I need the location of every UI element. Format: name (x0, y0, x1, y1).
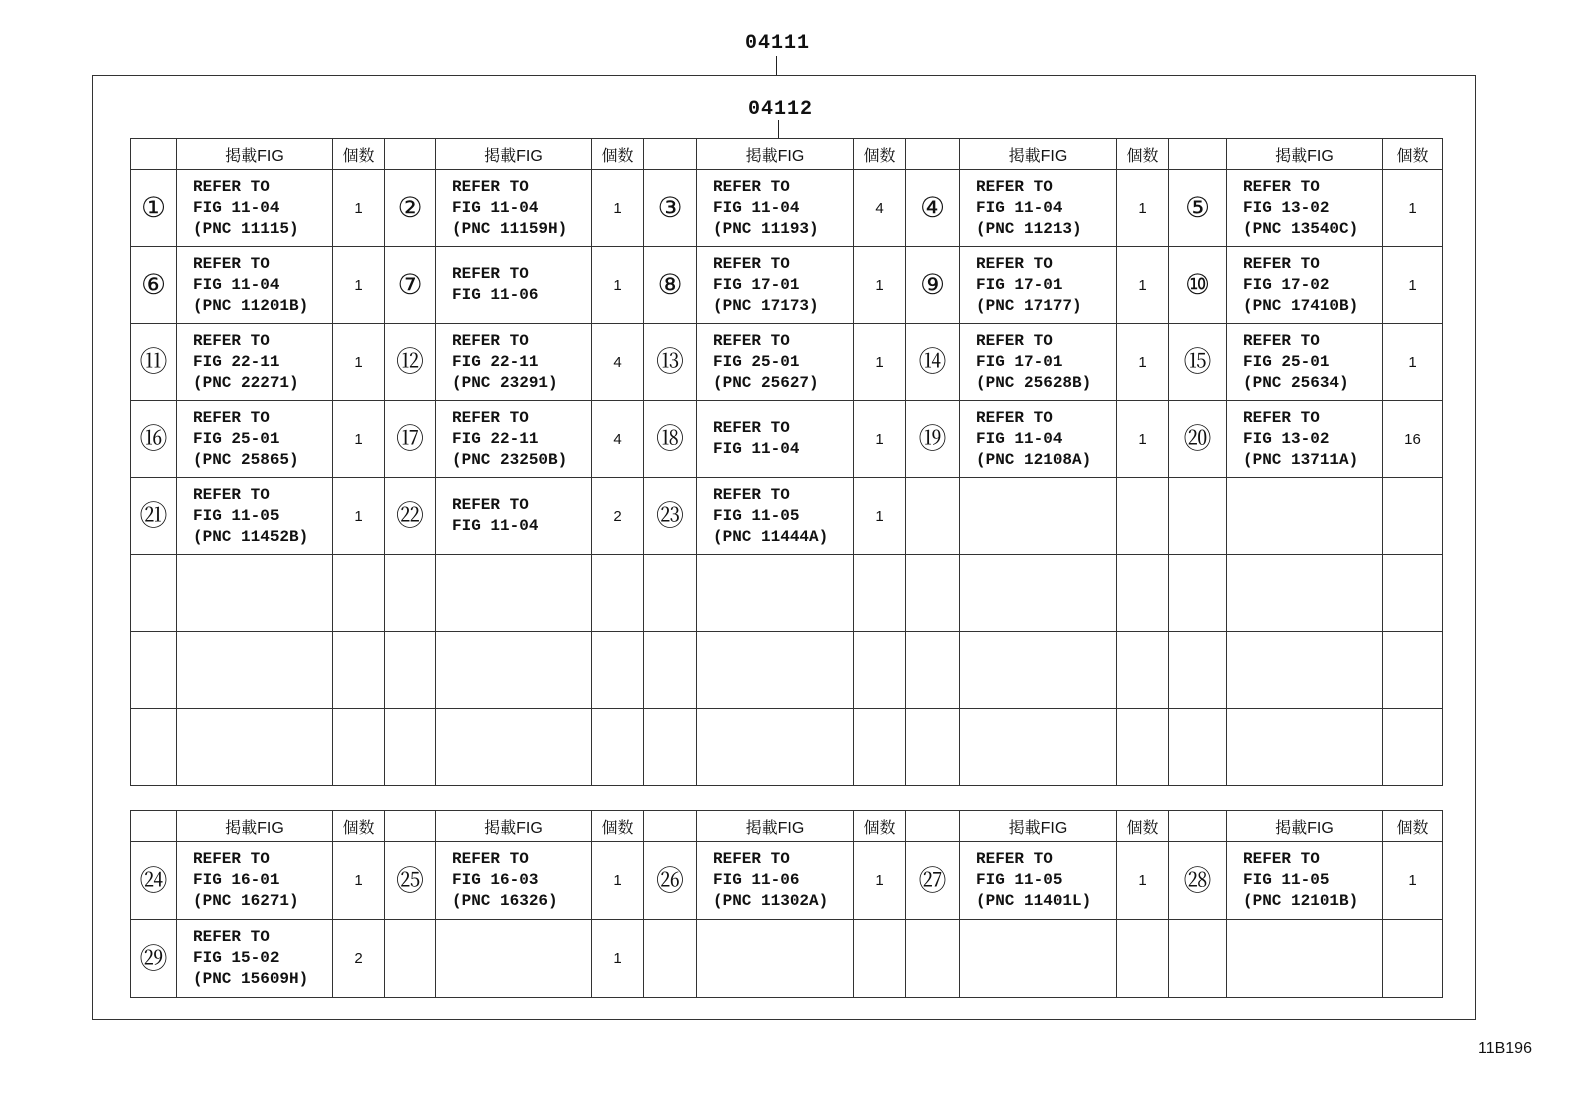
item-number-cell (1169, 170, 1227, 247)
quantity (1383, 920, 1443, 998)
item-number-cell (906, 632, 960, 709)
item-number-cell (1169, 401, 1227, 478)
quantity: 1 (1117, 324, 1169, 401)
item-number: ⑩ (1184, 269, 1211, 300)
table-row (131, 555, 1443, 632)
fig-reference (960, 632, 1117, 709)
quantity (1117, 478, 1169, 555)
item-number: ⑫ (395, 346, 424, 377)
item-number-cell (1169, 247, 1227, 324)
label-04111: 04111 (745, 32, 811, 55)
fig-reference (697, 709, 854, 786)
fig-reference: REFER TO FIG 11-04 (PNC 11213) (960, 170, 1117, 247)
fig-reference (697, 920, 854, 998)
quantity: 1 (333, 324, 385, 401)
item-number: ② (397, 192, 423, 223)
item-number: ⑲ (918, 423, 947, 454)
fig-reference: REFER TO FIG 11-05 (PNC 11452B) (177, 478, 333, 555)
fig-reference: REFER TO FIG 15-02 (PNC 15609H) (177, 920, 333, 998)
item-number-cell (385, 920, 436, 998)
header-no-cell (644, 811, 697, 842)
fig-reference (436, 555, 592, 632)
item-number-cell (385, 632, 436, 709)
quantity: 1 (1383, 324, 1443, 401)
item-number: ⑧ (657, 269, 683, 300)
parts-table-bottom (130, 810, 1443, 998)
quantity: 1 (1383, 842, 1443, 920)
fig-reference: REFER TO FIG 11-04 (PNC 11159H) (436, 170, 592, 247)
quantity: 1 (1117, 401, 1169, 478)
item-number-cell (131, 555, 177, 632)
fig-reference: REFER TO FIG 22-11 (PNC 22271) (177, 324, 333, 401)
fig-reference (436, 632, 592, 709)
quantity (592, 632, 644, 709)
fig-reference: REFER TO FIG 25-01 (PNC 25627) (697, 324, 854, 401)
item-number: ㉔ (139, 864, 168, 896)
item-number: ⑭ (918, 346, 947, 377)
item-number-cell (131, 247, 177, 324)
leader-line-04111 (776, 56, 777, 76)
fig-reference: REFER TO FIG 17-01 (PNC 25628B) (960, 324, 1117, 401)
header-no-cell (1169, 139, 1227, 170)
item-number-cell (1169, 920, 1227, 998)
quantity: 1 (854, 324, 906, 401)
header-fig: 掲載FIG (436, 811, 592, 842)
fig-reference: REFER TO FIG 25-01 (PNC 25634) (1227, 324, 1383, 401)
fig-reference: REFER TO FIG 13-02 (PNC 13540C) (1227, 170, 1383, 247)
quantity (1383, 709, 1443, 786)
item-number: ⑯ (139, 423, 168, 454)
item-number: ⑦ (397, 269, 423, 300)
fig-reference (1227, 555, 1383, 632)
quantity: 1 (1117, 842, 1169, 920)
fig-reference (436, 709, 592, 786)
item-number: ① (140, 192, 167, 223)
fig-reference: REFER TO FIG 17-01 (PNC 17173) (697, 247, 854, 324)
quantity: 1 (333, 401, 385, 478)
label-04112: 04112 (748, 98, 814, 121)
item-number: ⑪ (139, 346, 168, 377)
quantity (1117, 632, 1169, 709)
item-number-cell (906, 478, 960, 555)
item-number-cell (131, 478, 177, 555)
header-no-cell (1169, 811, 1227, 842)
quantity: 1 (592, 170, 644, 247)
header-qty: 個数 (592, 811, 644, 842)
quantity (333, 709, 385, 786)
item-number: ㉙ (139, 942, 168, 974)
item-number: ③ (657, 192, 683, 223)
fig-reference (1227, 632, 1383, 709)
header-qty: 個数 (1117, 811, 1169, 842)
table-row (131, 842, 1443, 920)
item-number-cell (644, 555, 697, 632)
header-qty: 個数 (1117, 139, 1169, 170)
fig-reference: REFER TO FIG 22-11 (PNC 23250B) (436, 401, 592, 478)
item-number-cell (644, 709, 697, 786)
header-no-cell (906, 139, 960, 170)
header-fig: 掲載FIG (1227, 139, 1383, 170)
quantity: 1 (592, 920, 644, 998)
fig-reference (1227, 478, 1383, 555)
item-number-cell (906, 170, 960, 247)
fig-reference (960, 920, 1117, 998)
fig-reference: REFER TO FIG 17-02 (PNC 17410B) (1227, 247, 1383, 324)
header-no-cell (131, 139, 177, 170)
item-number: ㉕ (395, 864, 424, 896)
item-number: ⑱ (655, 423, 684, 454)
quantity (1117, 709, 1169, 786)
quantity (854, 709, 906, 786)
fig-reference (697, 555, 854, 632)
fig-reference: REFER TO FIG 11-04 (697, 401, 854, 478)
item-number-cell (644, 842, 697, 920)
item-number: ⑤ (1184, 192, 1211, 223)
item-number: ⑰ (395, 423, 424, 454)
quantity: 2 (592, 478, 644, 555)
fig-reference (1227, 920, 1383, 998)
header-qty: 個数 (333, 139, 385, 170)
item-number-cell (644, 632, 697, 709)
fig-reference: REFER TO FIG 16-01 (PNC 16271) (177, 842, 333, 920)
fig-reference: REFER TO FIG 11-04 (PNC 11193) (697, 170, 854, 247)
item-number: ㉘ (1183, 864, 1212, 896)
quantity: 1 (333, 842, 385, 920)
quantity (333, 632, 385, 709)
header-no-cell (644, 139, 697, 170)
item-number-cell (1169, 709, 1227, 786)
item-number-cell (644, 920, 697, 998)
item-number-cell (906, 324, 960, 401)
fig-reference (960, 478, 1117, 555)
fig-reference: REFER TO FIG 11-04 (PNC 12108A) (960, 401, 1117, 478)
item-number: ⑥ (140, 269, 167, 300)
item-number: ④ (919, 192, 946, 223)
fig-reference: REFER TO FIG 25-01 (PNC 25865) (177, 401, 333, 478)
fig-reference (1227, 709, 1383, 786)
fig-reference (177, 555, 333, 632)
table-row (131, 632, 1443, 709)
item-number-cell (906, 247, 960, 324)
item-number-cell (906, 920, 960, 998)
item-number-cell (1169, 324, 1227, 401)
quantity: 1 (333, 247, 385, 324)
item-number-cell (385, 401, 436, 478)
fig-reference (177, 709, 333, 786)
item-number-cell (385, 478, 436, 555)
item-number: ㉑ (139, 500, 168, 531)
header-qty: 個数 (1383, 139, 1443, 170)
quantity: 1 (854, 478, 906, 555)
item-number-cell (906, 709, 960, 786)
quantity: 1 (333, 478, 385, 555)
fig-reference: REFER TO FIG 22-11 (PNC 23291) (436, 324, 592, 401)
figure-code: 11B196 (1478, 1040, 1532, 1057)
item-number-cell (1169, 478, 1227, 555)
item-number-cell (644, 401, 697, 478)
header-fig: 掲載FIG (177, 139, 333, 170)
item-number-cell (1169, 842, 1227, 920)
header-qty: 個数 (854, 811, 906, 842)
fig-reference: REFER TO FIG 11-05 (PNC 12101B) (1227, 842, 1383, 920)
quantity: 1 (1117, 170, 1169, 247)
header-no-cell (385, 811, 436, 842)
fig-reference (436, 920, 592, 998)
header-fig: 掲載FIG (960, 139, 1117, 170)
item-number-cell (644, 478, 697, 555)
item-number-cell (906, 842, 960, 920)
item-number-cell (385, 247, 436, 324)
quantity (1383, 632, 1443, 709)
quantity: 1 (1383, 247, 1443, 324)
item-number-cell (131, 401, 177, 478)
table-row (131, 709, 1443, 786)
parts-table-top (130, 138, 1443, 786)
item-number-cell (131, 170, 177, 247)
item-number-cell (385, 324, 436, 401)
fig-reference: REFER TO FIG 11-05 (PNC 11444A) (697, 478, 854, 555)
item-number-cell (644, 170, 697, 247)
item-number-cell (385, 842, 436, 920)
header-fig: 掲載FIG (177, 811, 333, 842)
table-row (131, 401, 1443, 478)
item-number: ㉖ (655, 864, 684, 896)
quantity: 1 (854, 401, 906, 478)
quantity: 1 (854, 842, 906, 920)
header-fig: 掲載FIG (960, 811, 1117, 842)
fig-reference (960, 709, 1117, 786)
table-row (131, 478, 1443, 555)
item-number-cell (385, 555, 436, 632)
fig-reference: REFER TO FIG 11-05 (PNC 11401L) (960, 842, 1117, 920)
quantity: 4 (592, 324, 644, 401)
fig-reference: REFER TO FIG 11-06 (436, 247, 592, 324)
header-no-cell (385, 139, 436, 170)
quantity: 4 (854, 170, 906, 247)
item-number-cell (131, 842, 177, 920)
quantity (592, 555, 644, 632)
item-number: ㉒ (395, 500, 424, 531)
item-number-cell (385, 709, 436, 786)
quantity (1383, 555, 1443, 632)
quantity (854, 632, 906, 709)
header-fig: 掲載FIG (697, 139, 854, 170)
quantity: 1 (592, 247, 644, 324)
header-qty: 個数 (854, 139, 906, 170)
quantity: 16 (1383, 401, 1443, 478)
item-number-cell (131, 632, 177, 709)
header-row (131, 139, 1443, 170)
leader-line-04112 (778, 120, 779, 138)
fig-reference (177, 632, 333, 709)
item-number-cell (1169, 555, 1227, 632)
quantity (854, 920, 906, 998)
item-number: ⑳ (1183, 423, 1212, 454)
quantity: 1 (1383, 170, 1443, 247)
quantity (1383, 478, 1443, 555)
header-fig: 掲載FIG (1227, 811, 1383, 842)
fig-reference (697, 632, 854, 709)
item-number-cell (131, 920, 177, 998)
quantity (854, 555, 906, 632)
fig-reference (960, 555, 1117, 632)
item-number-cell (385, 170, 436, 247)
quantity: 1 (333, 170, 385, 247)
item-number: ㉓ (655, 500, 684, 531)
fig-reference: REFER TO FIG 16-03 (PNC 16326) (436, 842, 592, 920)
item-number: ⑬ (655, 346, 684, 377)
item-number-cell (906, 555, 960, 632)
item-number: ㉗ (918, 864, 947, 896)
fig-reference: REFER TO FIG 13-02 (PNC 13711A) (1227, 401, 1383, 478)
header-fig: 掲載FIG (697, 811, 854, 842)
header-fig: 掲載FIG (436, 139, 592, 170)
header-no-cell (131, 811, 177, 842)
header-qty: 個数 (333, 811, 385, 842)
table-row (131, 324, 1443, 401)
quantity (1117, 555, 1169, 632)
quantity: 4 (592, 401, 644, 478)
table-row (131, 170, 1443, 247)
quantity: 1 (1117, 247, 1169, 324)
item-number-cell (906, 401, 960, 478)
table-row (131, 920, 1443, 998)
header-qty: 個数 (592, 139, 644, 170)
quantity: 1 (592, 842, 644, 920)
fig-reference: REFER TO FIG 11-04 (436, 478, 592, 555)
header-no-cell (906, 811, 960, 842)
item-number-cell (131, 709, 177, 786)
quantity (592, 709, 644, 786)
header-qty: 個数 (1383, 811, 1443, 842)
item-number-cell (131, 324, 177, 401)
fig-reference: REFER TO FIG 11-04 (PNC 11115) (177, 170, 333, 247)
item-number-cell (644, 247, 697, 324)
quantity: 1 (854, 247, 906, 324)
quantity (1117, 920, 1169, 998)
header-row (131, 811, 1443, 842)
fig-reference: REFER TO FIG 11-06 (PNC 11302A) (697, 842, 854, 920)
item-number-cell (644, 324, 697, 401)
table-row (131, 247, 1443, 324)
item-number-cell (1169, 632, 1227, 709)
item-number: ⑮ (1183, 346, 1212, 377)
quantity: 2 (333, 920, 385, 998)
fig-reference: REFER TO FIG 11-04 (PNC 11201B) (177, 247, 333, 324)
fig-reference: REFER TO FIG 17-01 (PNC 17177) (960, 247, 1117, 324)
quantity (333, 555, 385, 632)
item-number: ⑨ (919, 269, 946, 300)
